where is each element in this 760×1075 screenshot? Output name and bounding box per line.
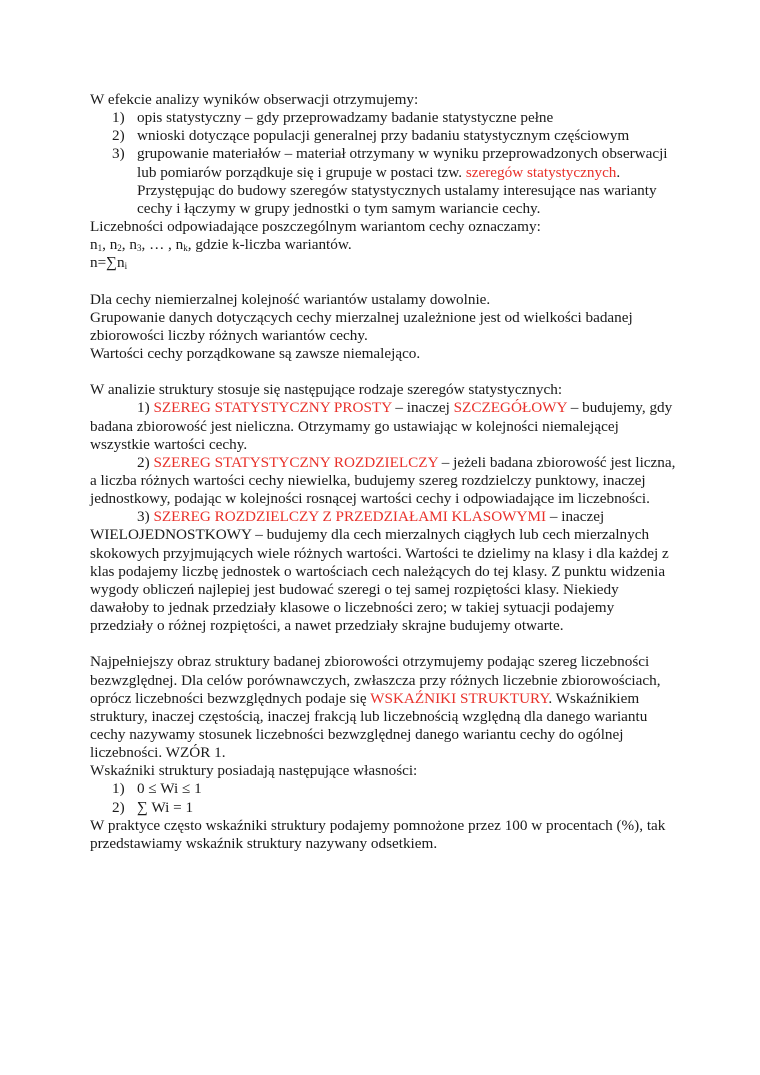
paragraph: Dla cechy niemierzalnej kolejność wariantów ustalamy dowolnie. [90, 290, 491, 308]
list-item: 1) opis statystyczny – gdy przeprowadzamy badanie statystyczne pełne [112, 109, 554, 127]
props-intro: Wskaźniki struktury posiadają następujące własności: [90, 762, 418, 780]
structure-paragraph: Najpełniejszy obraz struktury badanej zbiorowości otrzymujemy podając szereg liczebności bezwzględnej. Dla celów porównawczych, zwłaszcza przy różnych liczebnie zbiorowościach, oprócz liczebności bezwzględnych podaje się WSKAŹNIKI STRUKTURY. Wskaźnikiem struktury, inaczej częstością, inaczej frakcją lub liczebnością względną dla danego wariantu cechy nazywamy stosunek liczebności bezwzględnej danego wariantu cechy do ogólnej liczebności. WZÓR 1. [90, 653, 661, 762]
paragraph: Grupowanie danych dotyczących cechy mierzalnej uzależnione jest od wielkości badanej zbiorowości liczby różnych wariantów cechy. [90, 308, 633, 344]
counts-line: Liczebności odpowiadające poszczególnym wariantom cechy oznaczamy: [90, 218, 541, 236]
series-item: 2) SZEREG STATYSTYCZNY ROZDZIELCZY – jeżeli badana zbiorowość jest liczna, a liczba różnych wartości cechy niewielka, budujemy szereg rozdzielczy punktowy, inaczej jednostkowy, podając w kolejności rosnącej wartości cechy i odpowiadające im liczebności. [90, 453, 676, 508]
series-item: 3) SZEREG ROZDZIELCZY Z PRZEDZIAŁAMI KLASOWYMI – inaczej WIELOJEDNOSTKOWY – budujemy dla cech mierzalnych ciągłych lub cech mierzalnych skokowych przyjmujących wiele różnych wartości. Wartości te dzielimy na klasy i dla każdej z klas podajemy liczbę jednostek o wartościach cech należących do tej klasy. Z punktu widzenia wygody obliczeń najlepiej jest budować szeregi o tej samej rozpiętości klasy. Niekiedy dawałoby to jednak przedziały klasowe o liczebności zero; w takiej sytuacji podajemy przedziały o różnej rozpiętości, a nawet przedziały skrajne budujemy otwarte. [90, 508, 669, 635]
series-intro: W analizie struktury stosuje się następujące rodzaje szeregów statystycznych: [90, 381, 563, 399]
props-list [90, 780, 680, 816]
counts-formula: $n_1$, $n_2$, $n_3$, … , $n_k$, gdzie k-liczba wariantów. [90, 236, 352, 254]
results-list [90, 109, 680, 218]
term-highlight: szeregów statystycznych [465, 163, 617, 181]
sum-formula: $n=\sum n_i$ [90, 254, 128, 272]
list-item: 1) 0 ≤ Wi ≤ 1 [112, 780, 202, 798]
closing-paragraph: W praktyce często wskaźniki struktury podajemy pomnożone przez 100 w procentach (%), tak przedstawiamy wskaźnik struktury nazywany odsetkiem. [90, 816, 666, 852]
list-item: 2) wnioski dotyczące populacji generalnej przy badaniu statystycznym częściowym [112, 127, 630, 145]
list-item: 2) ∑ Wi = 1 [112, 798, 194, 816]
document-page [90, 91, 680, 853]
paragraph: Wartości cechy porządkowane są zawsze niemalejąco. [90, 345, 421, 363]
intro-line: W efekcie analizy wyników obserwacji otrzymujemy: [90, 91, 419, 108]
series-item: 1) SZEREG STATYSTYCZNY PROSTY – inaczej SZCZEGÓŁOWY – budujemy, gdy badana zbiorowość jest nieliczna. Otrzymamy go ustawiając w kolejności niemalejącej wszystkie wartości cechy. [90, 399, 673, 453]
list-item: 3) grupowanie materiałów – materiał otrzymany w wyniku przeprowadzonych obserwacji lub pomiarów porządkuje się i grupuje w postaci tzw. szeregów statystycznych. Przystępując do budowy szeregów statystycznych ustalamy interesujące nas warianty cechy i łączymy w grupy jednostki o tym samym wariancie cechy. [112, 145, 668, 217]
